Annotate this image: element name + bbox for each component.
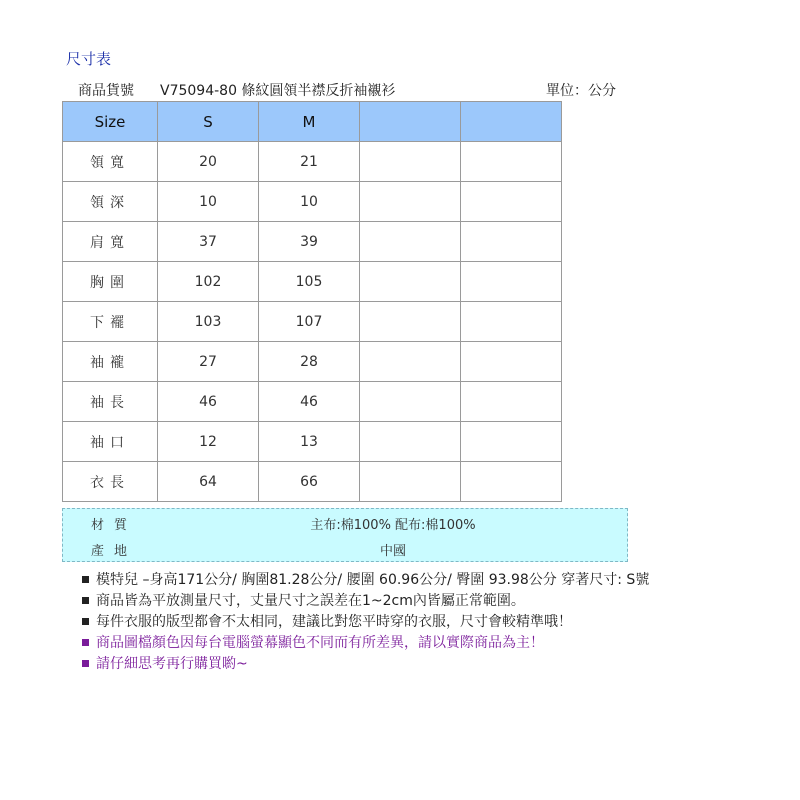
table-row <box>63 182 562 222</box>
measure-label: 肩寬 <box>63 222 158 262</box>
cell-empty <box>360 182 461 222</box>
cell-s: 20 <box>158 142 259 182</box>
cell-s: 46 <box>158 382 259 422</box>
measure-label: 袖長 <box>63 382 158 422</box>
cell-empty <box>360 222 461 262</box>
cell-m: 105 <box>259 262 360 302</box>
cell-empty <box>360 382 461 422</box>
list-item <box>82 633 649 654</box>
cell-s: 10 <box>158 182 259 222</box>
cell-empty <box>360 262 461 302</box>
cell-empty <box>461 142 562 182</box>
cell-empty <box>360 462 461 502</box>
cell-s: 64 <box>158 462 259 502</box>
cell-m: 39 <box>259 222 360 262</box>
cell-empty <box>461 462 562 502</box>
cell-m: 13 <box>259 422 360 462</box>
table-row <box>63 422 562 462</box>
cell-m: 21 <box>259 142 360 182</box>
size-table-header <box>63 102 562 142</box>
note-text: 商品圖檔顏色因每台電腦螢幕顯色不同而有所差異，請以實際商品為主！ <box>96 635 544 651</box>
note-text: 請仔細思考再行購買喲~ <box>96 656 248 672</box>
origin-label: 產地 <box>91 544 138 559</box>
unit-label: 單位：公分 <box>546 83 616 99</box>
header-empty <box>360 102 461 142</box>
note-text: 模特兒 –身高171公分/ 胸圍81.28公分/ 腰圍 60.96公分/ 臀圍 93.98公分 穿著尺寸: S號 <box>96 572 650 588</box>
cell-m: 107 <box>259 302 360 342</box>
list-item <box>82 591 649 612</box>
list-item <box>82 612 649 633</box>
cell-s: 12 <box>158 422 259 462</box>
size-table <box>62 101 562 502</box>
cell-empty <box>461 302 562 342</box>
cell-m: 28 <box>259 342 360 382</box>
square-bullet-icon <box>82 639 89 646</box>
measure-label: 領深 <box>63 182 158 222</box>
table-row <box>63 382 562 422</box>
cell-s: 102 <box>158 262 259 302</box>
measure-label: 袖襱 <box>63 342 158 382</box>
product-code: V75094-80 條紋圓領半襟反折袖襯衫 <box>160 83 396 99</box>
cell-empty <box>461 342 562 382</box>
square-bullet-icon <box>82 597 89 604</box>
cell-empty <box>461 262 562 302</box>
measure-label: 袖口 <box>63 422 158 462</box>
cell-empty <box>461 182 562 222</box>
origin-row <box>63 535 627 561</box>
cell-m: 46 <box>259 382 360 422</box>
measure-label: 下襬 <box>63 302 158 342</box>
note-text: 商品皆為平放測量尺寸，丈量尺寸之誤差在1~2cm內皆屬正常範圍。 <box>96 593 525 609</box>
table-row <box>63 302 562 342</box>
cell-empty <box>360 342 461 382</box>
list-item <box>82 570 649 591</box>
header-empty <box>461 102 562 142</box>
origin-value: 中國 <box>379 544 406 559</box>
cell-s: 103 <box>158 302 259 342</box>
product-info-row <box>62 80 632 100</box>
cell-empty <box>360 422 461 462</box>
material-label: 材質 <box>91 518 138 533</box>
table-row <box>63 222 562 262</box>
header-size: Size <box>63 102 158 142</box>
list-item <box>82 654 649 675</box>
cell-s: 27 <box>158 342 259 382</box>
notes-list <box>82 570 649 675</box>
cell-empty <box>360 142 461 182</box>
table-row <box>63 142 562 182</box>
material-row <box>63 509 627 535</box>
measure-label: 領寬 <box>63 142 158 182</box>
cell-empty <box>461 382 562 422</box>
material-box <box>62 508 628 562</box>
cell-s: 37 <box>158 222 259 262</box>
header-s: S <box>158 102 259 142</box>
table-row <box>63 342 562 382</box>
table-row <box>63 462 562 502</box>
square-bullet-icon <box>82 576 89 583</box>
cell-m: 10 <box>259 182 360 222</box>
material-value: 主布:棉100% 配布:棉100% <box>310 518 476 533</box>
square-bullet-icon <box>82 660 89 667</box>
product-code-label: 商品貨號 <box>78 83 134 99</box>
cell-empty <box>360 302 461 342</box>
cell-empty <box>461 422 562 462</box>
measure-label: 衣長 <box>63 462 158 502</box>
measure-label: 胸圍 <box>63 262 158 302</box>
note-text: 每件衣服的版型都會不太相同，建議比對您平時穿的衣服，尺寸會較精準哦！ <box>96 614 572 630</box>
header-m: M <box>259 102 360 142</box>
cell-m: 66 <box>259 462 360 502</box>
square-bullet-icon <box>82 618 89 625</box>
cell-empty <box>461 222 562 262</box>
table-row <box>63 262 562 302</box>
page-title: 尺寸表 <box>66 50 112 68</box>
